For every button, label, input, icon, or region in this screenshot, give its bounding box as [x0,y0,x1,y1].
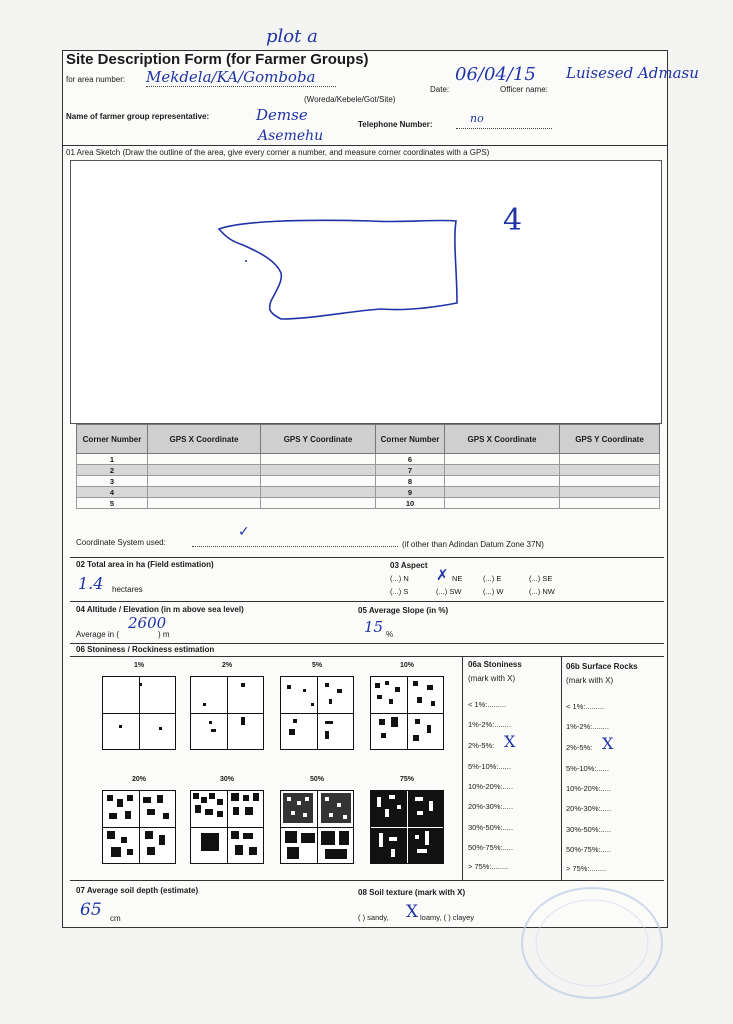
surface-rocks-class[interactable]: 50%-75%:..... [566,845,612,854]
table-row [77,487,660,498]
aspect-option-w[interactable]: (...) W [483,587,504,596]
officer-value[interactable]: Luisesed Admasu [566,64,699,82]
aspect-option-ne[interactable]: NE [452,574,463,583]
area-number-value[interactable]: Mekdela/KA/Gomboba [146,68,316,86]
corner-cell: 3 [77,476,148,487]
gps-cell[interactable] [261,487,376,498]
aspect-option-n[interactable]: (...) N [390,574,409,583]
gps-cell[interactable] [445,498,560,509]
corner-cell: 10 [376,498,445,509]
col-gps-x-2: GPS X Coordinate [445,425,560,454]
rep-value-line2[interactable]: Asemehu [258,128,324,144]
col-corner-number-2: Corner Number [376,425,445,454]
coord-system-label: Coordinate System used: [76,538,166,547]
soil-texture-loamy-clayey[interactable]: loamy, ( ) clayey [420,913,475,922]
stoniness-class[interactable]: 30%-50%:..... [468,823,514,832]
corner-cell: 8 [376,476,445,487]
pct-label: 20% [131,776,146,783]
coord-system-field[interactable] [192,546,398,547]
gps-cell[interactable] [560,487,660,498]
gps-cell[interactable] [445,487,560,498]
pct-label: 5% [311,662,323,669]
gps-cell[interactable] [261,465,376,476]
table-row [77,454,660,465]
surface-rocks-col-title: 06b Surface Rocks [566,662,638,671]
table-row [77,498,660,509]
corner-cell: 5 [77,498,148,509]
soil-texture-mark: X [406,902,419,922]
soil-texture-sandy[interactable]: ( ) sandy, [358,913,389,922]
divider [70,656,664,657]
form-title: Site Description Form (for Farmer Groups) [66,51,369,68]
pct-label: 30% [219,776,234,783]
stoniness-chart-50pct [280,790,354,864]
divider [70,643,664,644]
gps-cell[interactable] [148,465,261,476]
slope-suffix: % [386,630,394,639]
sketch-area[interactable] [70,160,662,424]
gps-cell[interactable] [148,487,261,498]
gps-cell[interactable] [148,454,261,465]
gps-cell[interactable] [148,498,261,509]
table-row [77,465,660,476]
soil-depth-heading: 07 Average soil depth (estimate) [76,886,199,895]
gps-cell[interactable] [560,476,660,487]
aspect-heading: 03 Aspect [390,561,428,570]
sketch-heading: 01 Area Sketch (Draw the outline of the area, give every corner a number, and measure corner coordinates with a GPS) [66,148,490,157]
slope-value[interactable]: 15 [364,618,384,636]
surface-rocks-class[interactable]: 2%-5%: [566,743,593,752]
surface-rocks-class[interactable]: 30%-50%:..... [566,825,612,834]
gps-cell[interactable] [261,454,376,465]
surface-rocks-mark: X [602,734,614,753]
altitude-heading: 04 Altitude / Elevation (in m above sea level) [76,605,244,614]
soil-depth-unit: cm [110,914,121,923]
stoniness-class[interactable]: 1%-2%:........ [468,720,511,729]
corner-cell: 9 [376,487,445,498]
col-gps-y-2: GPS Y Coordinate [560,425,660,454]
phone-value[interactable]: no [470,112,484,125]
surface-rocks-class[interactable]: 10%-20%:..... [566,784,612,793]
altitude-suffix: ) m [158,630,170,639]
stoniness-col-sub: (mark with X) [468,674,516,683]
corner-cell: 1 [77,454,148,465]
gps-cell[interactable] [445,465,560,476]
checkmark-icon: ✓ [238,524,250,540]
stoniness-class[interactable]: 2%-5%: [468,741,495,750]
surface-rocks-class[interactable]: < 1%:......... [566,702,605,711]
divider [70,557,664,558]
divider [462,656,463,880]
gps-cell[interactable] [560,465,660,476]
area-unit: hectares [112,585,143,594]
stoniness-chart-2pct [190,676,264,750]
pct-label: 1% [133,662,145,669]
gps-cell[interactable] [560,454,660,465]
stoniness-chart-75pct [370,790,444,864]
corner-cell: 2 [77,465,148,476]
stoniness-class[interactable]: 20%-30%:..... [468,802,514,811]
corner-cell: 4 [77,487,148,498]
divider [62,145,668,146]
stoniness-chart-20pct [102,790,176,864]
gps-table [76,424,660,509]
pct-label: 2% [221,662,233,669]
plot-label: plot a [266,26,318,47]
phone-line [456,128,552,129]
rep-value-line1[interactable]: Demse [256,106,308,124]
stamp-circle [512,878,672,1008]
gps-cell[interactable] [445,454,560,465]
stoniness-chart-5pct [280,676,354,750]
stoniness-class[interactable]: < 1%:......... [468,700,507,709]
altitude-value[interactable]: 2600 [128,614,167,632]
surface-rocks-col-sub: (mark with X) [566,676,614,685]
area-number-line [146,86,336,87]
aspect-option-sw[interactable]: (...) SW [436,587,462,596]
surface-rocks-class[interactable]: > 75%:........ [566,864,607,873]
col-gps-y: GPS Y Coordinate [261,425,376,454]
rep-label: Name of farmer group representative: [66,112,210,121]
location-hint: (Woreda/Kebele/Got/Site) [304,95,396,104]
corner-cell: 7 [376,465,445,476]
gps-cell[interactable] [261,498,376,509]
col-corner-number: Corner Number [77,425,148,454]
gps-cell[interactable] [148,476,261,487]
altitude-prefix: Average in ( [76,630,119,639]
gps-cell[interactable] [445,476,560,487]
gps-cell[interactable] [560,498,660,509]
soil-depth-value[interactable]: 65 [80,900,102,920]
stoniness-class[interactable]: 5%-10%:...... [468,762,511,771]
stoniness-class[interactable]: > 75%:........ [468,862,509,871]
stoniness-chart-10pct [370,676,444,750]
area-number-label: for area number: [66,75,126,84]
aspect-option-s[interactable]: (...) S [390,587,409,596]
pct-label: 75% [399,776,414,783]
date-value[interactable]: 06/04/15 [455,64,536,85]
stoniness-heading: 06 Stoniness / Rockiness estimation [76,645,215,654]
coord-system-note: (if other than Adindan Datum Zone 37N) [402,540,544,549]
pct-label: 10% [399,662,414,669]
divider [70,601,664,602]
date-label: Date: [430,85,450,94]
aspect-ne-check-icon: ✗ [436,566,449,584]
surface-rocks-class[interactable]: 20%-30%:..... [566,804,612,813]
soil-texture-heading: 08 Soil texture (mark with X) [358,888,466,897]
aspect-option-nw[interactable]: (...) NW [529,587,555,596]
table-row [77,476,660,487]
surface-rocks-class[interactable]: 1%-2%:........ [566,722,609,731]
phone-label: Telephone Number: [358,120,433,129]
officer-label: Officer name: [500,85,548,94]
area-value[interactable]: 1.4 [78,574,104,593]
north-arrow-mark: 4 [503,203,523,238]
corner-cell: 6 [376,454,445,465]
stoniness-class[interactable]: 50%-75%:..... [468,843,514,852]
stoniness-class[interactable]: 10%-20%:..... [468,782,514,791]
divider [561,656,562,880]
pct-label: 50% [309,776,324,783]
slope-heading: 05 Average Slope (in %) [358,606,449,615]
col-gps-x: GPS X Coordinate [148,425,261,454]
aspect-option-e[interactable]: (...) E [483,574,502,583]
gps-cell[interactable] [261,476,376,487]
stoniness-chart-1pct [102,676,176,750]
area-heading: 02 Total area in ha (Field estimation) [76,560,214,569]
stoniness-chart-30pct [190,790,264,864]
aspect-option-se[interactable]: (...) SE [529,574,553,583]
surface-rocks-class[interactable]: 5%-10%:...... [566,764,609,773]
area-sketch-drawing [71,161,661,423]
stoniness-mark: X [504,732,516,751]
stoniness-col-title: 06a Stoniness [468,660,522,669]
